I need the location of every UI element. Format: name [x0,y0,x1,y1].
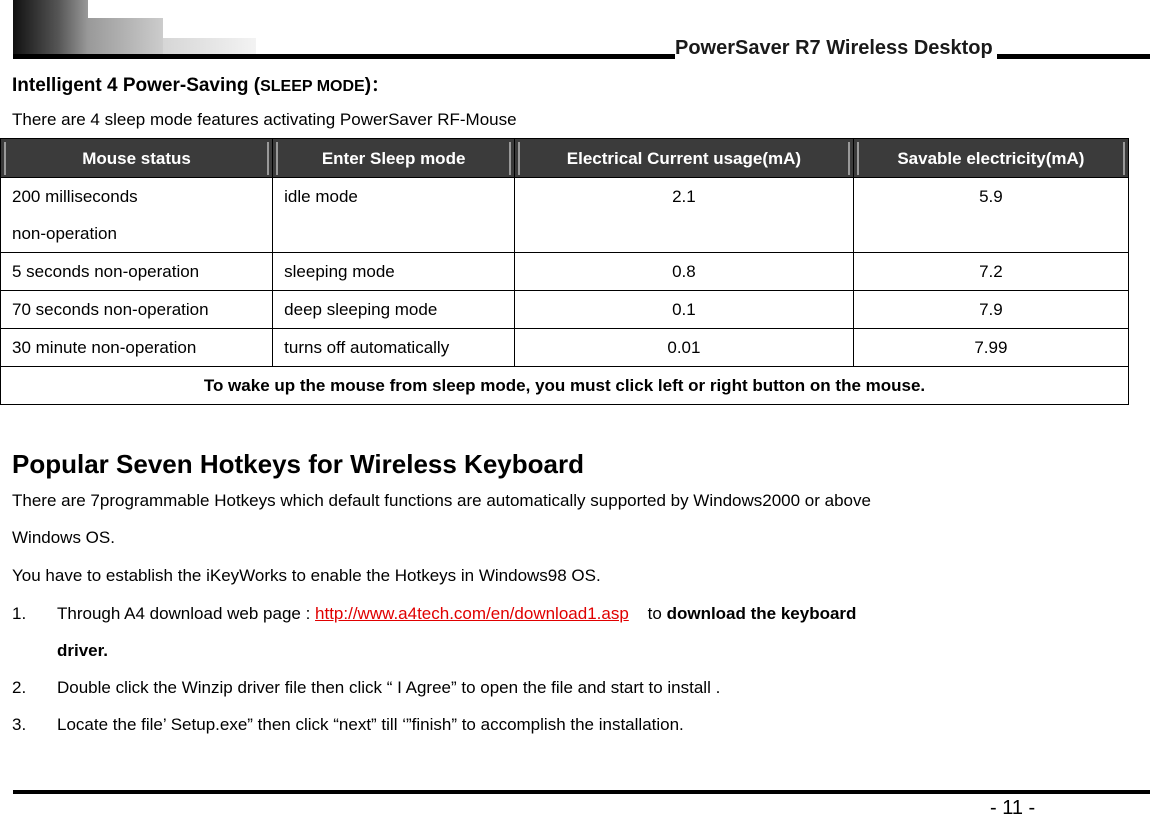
header-label: Savable electricity(mA) [857,142,1125,175]
table-header-row [1,139,1129,178]
header-label: Enter Sleep mode [276,142,511,175]
wake-up-note: To wake up the mouse from sleep mode, you must click left or right button on the mouse. [1,367,1129,405]
step-number: 1. [12,604,27,623]
table-row [1,178,1129,253]
cell-current: 2.1 [515,178,854,253]
corner-block-dark [13,0,88,58]
ikeyworks-paragraph: You have to establish the iKeyWorks to enable the Hotkeys in Windows98 OS. [12,566,601,585]
cell-status: 70 seconds non-operation [1,291,273,329]
cell-current: 0.01 [515,329,854,367]
header-current-usage [515,139,854,178]
cell-current: 0.1 [515,291,854,329]
header-title: PowerSaver R7 Wireless Desktop [675,36,997,60]
cell-current: 0.8 [515,253,854,291]
cell-savable: 7.9 [853,291,1128,329]
cell-status [1,178,273,253]
intro-text: There are 4 sleep mode features activating PowerSaver RF-Mouse [12,110,517,129]
cell-savable: 7.2 [853,253,1128,291]
table-footer-row [1,367,1129,405]
step-number: 3. [12,715,27,734]
step-1-prefix: Through A4 download web page : [57,604,316,623]
cell-savable: 7.99 [853,329,1128,367]
cell-status: 30 minute non-operation [1,329,273,367]
header-savable-electricity [853,139,1128,178]
step-number: 2. [12,678,27,697]
cell-mode: turns off automatically [273,329,515,367]
header-label: Electrical Current usage(mA) [518,142,850,175]
status-line2: non-operation [12,224,117,243]
sleep-mode-table [0,138,1129,405]
cell-savable: 5.9 [853,178,1128,253]
title-small: SLEEP MODE [260,78,365,95]
cell-status: 5 seconds non-operation [1,253,273,291]
section-title-hotkeys: Popular Seven Hotkeys for Wireless Keyboard [12,449,584,479]
step-1-text [57,604,856,624]
corner-block-mid [88,18,163,58]
cell-mode: deep sleeping mode [273,291,515,329]
header-enter-sleep-mode [273,139,515,178]
step-1-bold: download the keyboard [666,604,857,623]
step-1-bold-continuation: driver. [57,641,109,660]
header-mouse-status [1,139,273,178]
table-row [1,291,1129,329]
table-row [1,329,1129,367]
table-row [1,253,1129,291]
title-main: Intelligent 4 Power-Saving ( [12,75,261,96]
step-1-middle: to [628,604,667,623]
hotkeys-paragraph-line2: Windows OS. [12,528,115,547]
title-end: )： [364,75,391,96]
step-3-text: Locate the file’ Setup.exe” then click “next” till ‘”finish” to accomplish the installation. [57,715,684,734]
status-line1: 200 milliseconds [12,187,138,206]
hotkeys-paragraph-line1: There are 7programmable Hotkeys which default functions are automatically supported by Windows2000 or above [12,491,871,510]
page-number: - 11 - [990,797,1036,819]
download-link[interactable]: http://www.a4tech.com/en/download1.asp [315,604,629,623]
cell-mode: idle mode [273,178,515,253]
step-2-text: Double click the Winzip driver file then click “ I Agree” to open the file and start to install . [57,678,721,697]
header-corner-decoration [13,0,256,58]
header-label: Mouse status [4,142,269,175]
cell-mode: sleeping mode [273,253,515,291]
section-title-power-saving [12,70,390,97]
footer-rule [13,790,1150,794]
